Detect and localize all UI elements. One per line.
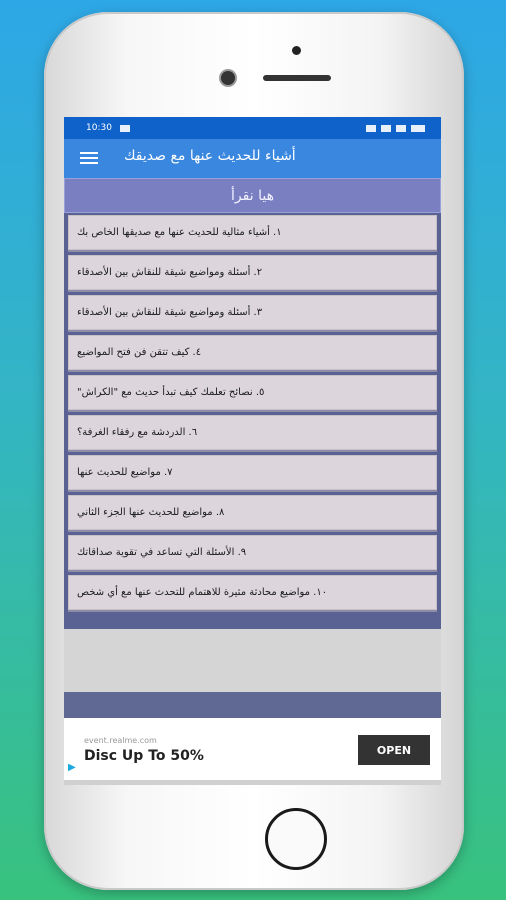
list-item[interactable]: ٣. أسئلة ومواضيع شيقة للنقاش بين الأصدقاء — [68, 295, 437, 330]
list-item[interactable]: ٤. كيف تتقن فن فتح المواضيع — [68, 335, 437, 370]
list-item[interactable]: ٩. الأسئلة التي تساعد في تقوية صداقاتك — [68, 535, 437, 570]
notification-icon — [120, 125, 130, 132]
wifi-icon — [381, 125, 391, 132]
ad-banner[interactable] — [64, 718, 441, 780]
camera-lens — [221, 71, 235, 85]
bottom-strip — [64, 692, 441, 718]
list-item[interactable]: ١٠. مواضيع محادثة مثيرة للاهتمام للتحدث عنها مع أي شخص — [68, 575, 437, 610]
list-footer — [64, 613, 441, 629]
empty-area — [64, 629, 441, 692]
ad-url: event.realme.com — [84, 736, 157, 745]
status-time: 10:30 — [86, 123, 112, 133]
battery-icon — [411, 125, 425, 132]
list-item[interactable]: ٦. الدردشة مع رفقاء الغرفة؟ — [68, 415, 437, 450]
ad-title: Disc Up To 50% — [84, 748, 204, 764]
hamburger-menu-icon[interactable] — [80, 152, 98, 164]
section-banner: هيا نقرأ — [64, 178, 441, 213]
status-bar — [64, 117, 441, 139]
front-camera — [292, 46, 301, 55]
cellular-icon — [396, 125, 406, 132]
home-button[interactable] — [265, 808, 327, 870]
list-item[interactable]: ١. أشياء مثالية للحديث عنها مع صديقها الخاص بك — [68, 215, 437, 250]
adchoices-icon[interactable]: ▶ — [68, 762, 76, 773]
topics-list — [64, 213, 441, 613]
app-screen — [64, 117, 441, 785]
app-toolbar — [64, 139, 441, 178]
list-item[interactable]: ٥. نصائح تعلمك كيف تبدأ حديث مع "الكراش" — [68, 375, 437, 410]
list-item[interactable]: ٨. مواضيع للحديث عنها الجزء الثاني — [68, 495, 437, 530]
list-item[interactable]: ٢. أسئلة ومواضيع شيقة للنقاش بين الأصدقاء — [68, 255, 437, 290]
list-item[interactable]: ٧. مواضيع للحديث عنها — [68, 455, 437, 490]
toolbar-title: أشياء للحديث عنها مع صديقك — [124, 148, 296, 164]
earpiece-speaker — [263, 75, 331, 81]
ad-open-button[interactable]: OPEN — [358, 735, 430, 765]
signal-icon — [366, 125, 376, 132]
